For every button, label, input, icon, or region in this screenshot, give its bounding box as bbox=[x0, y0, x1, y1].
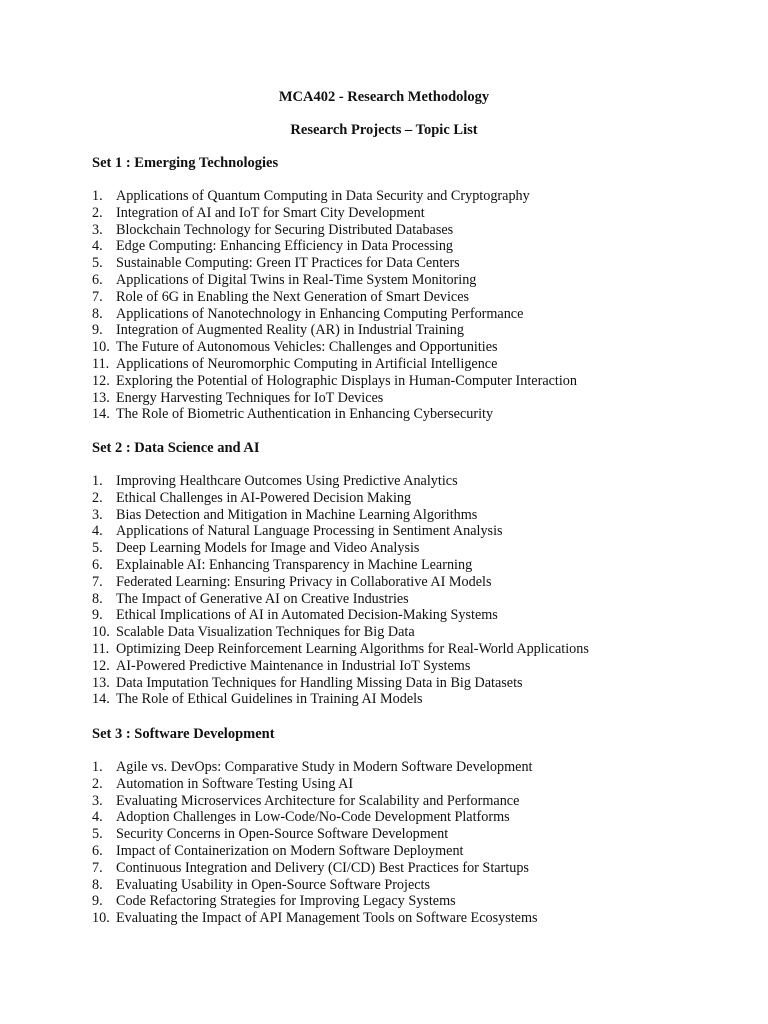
list-item bbox=[92, 255, 732, 272]
list-item-text: The Future of Autonomous Vehicles: Challenges and Opportunities bbox=[116, 339, 498, 356]
list-item bbox=[92, 322, 732, 339]
list-item bbox=[92, 641, 732, 658]
list-item bbox=[92, 658, 732, 675]
course-title: MCA402 - Research Methodology bbox=[278, 89, 490, 105]
list-item bbox=[92, 557, 732, 574]
list-item-text: Scalable Data Visualization Techniques for Big Data bbox=[116, 624, 415, 641]
list-item bbox=[92, 776, 732, 793]
list-item bbox=[92, 860, 732, 877]
list-item bbox=[92, 826, 732, 843]
topic-list bbox=[92, 473, 732, 708]
list-item-text: Role of 6G in Enabling the Next Generation of Smart Devices bbox=[116, 288, 470, 305]
list-item-number: 1. bbox=[92, 473, 103, 489]
list-item bbox=[92, 893, 732, 910]
list-item bbox=[92, 843, 732, 860]
list-item-text: Applications of Natural Language Processing in Sentiment Analysis bbox=[116, 523, 503, 540]
list-item-text: The Impact of Generative AI on Creative Industries bbox=[116, 590, 409, 607]
list-item bbox=[92, 540, 732, 557]
list-item-number: 3. bbox=[92, 792, 103, 809]
list-item bbox=[92, 188, 732, 205]
list-item-text: Impact of Containerization on Modern Software Deployment bbox=[116, 842, 464, 859]
list-item bbox=[92, 793, 732, 810]
list-item-number: 2. bbox=[92, 775, 103, 792]
list-item-text: Applications of Quantum Computing in Data Security and Cryptography bbox=[116, 188, 530, 204]
set-heading: Set 1 : Emerging Technologies bbox=[92, 155, 279, 171]
list-item bbox=[92, 574, 732, 591]
list-item bbox=[92, 691, 732, 708]
list-item-number: 14. bbox=[92, 691, 110, 708]
list-item bbox=[92, 473, 732, 490]
set-heading: Set 3 : Software Development bbox=[92, 726, 275, 742]
list-item-number: 5. bbox=[92, 540, 103, 557]
list-item-text: AI-Powered Predictive Maintenance in Industrial IoT Systems bbox=[116, 657, 471, 674]
list-item-text: Applications of Neuromorphic Computing in Artificial Intelligence bbox=[116, 355, 498, 372]
list-item-number: 7. bbox=[92, 573, 103, 590]
list-item-text: Ethical Challenges in AI-Powered Decision Making bbox=[116, 489, 412, 506]
list-item bbox=[92, 607, 732, 624]
list-item-text: Energy Harvesting Techniques for IoT Devices bbox=[116, 389, 384, 406]
list-item-number: 3. bbox=[92, 506, 103, 523]
list-item bbox=[92, 222, 732, 239]
list-item-text: Federated Learning: Ensuring Privacy in Collaborative AI Models bbox=[116, 573, 492, 590]
list-item-text: Security Concerns in Open-Source Software Development bbox=[116, 826, 449, 843]
list-item-number: 3. bbox=[92, 221, 103, 238]
list-item-text: Continuous Integration and Delivery (CI/CD) Best Practices for Startups bbox=[116, 859, 529, 876]
list-item-number: 14. bbox=[92, 406, 110, 423]
list-item bbox=[92, 289, 732, 306]
list-item bbox=[92, 624, 732, 641]
topic-list bbox=[92, 759, 732, 927]
list-item bbox=[92, 523, 732, 540]
list-item-text: Integration of AI and IoT for Smart City Development bbox=[116, 204, 425, 221]
list-item-text: Edge Computing: Enhancing Efficiency in Data Processing bbox=[116, 238, 454, 255]
list-item-text: Integration of Augmented Reality (AR) in Industrial Training bbox=[116, 322, 464, 339]
list-item bbox=[92, 356, 732, 373]
list-item-number: 8. bbox=[92, 876, 103, 893]
list-item-text: Evaluating Microservices Architecture for Scalability and Performance bbox=[116, 792, 520, 809]
set-section-emerging-technologies bbox=[92, 154, 732, 423]
list-item-number: 9. bbox=[92, 893, 103, 910]
list-item-number: 13. bbox=[92, 674, 110, 691]
list-item-text: Ethical Implications of AI in Automated Decision-Making Systems bbox=[116, 607, 498, 624]
list-item-number: 9. bbox=[92, 607, 103, 624]
list-item-text: Deep Learning Models for Image and Video Analysis bbox=[116, 540, 420, 557]
list-item-number: 6. bbox=[92, 556, 103, 573]
document-subtitle: Research Projects – Topic List bbox=[290, 122, 478, 138]
list-item-text: Blockchain Technology for Securing Distributed Databases bbox=[116, 221, 454, 238]
list-item-number: 11. bbox=[92, 355, 110, 372]
list-item-number: 4. bbox=[92, 238, 103, 255]
list-item bbox=[92, 490, 732, 507]
list-item-text: Automation in Software Testing Using AI bbox=[116, 775, 354, 792]
list-item-number: 1. bbox=[92, 188, 103, 204]
topic-list bbox=[92, 188, 732, 423]
list-item-number: 11. bbox=[92, 640, 110, 657]
set-section-software-development bbox=[92, 725, 732, 927]
list-item-text: Adoption Challenges in Low-Code/No-Code Development Platforms bbox=[116, 809, 510, 826]
list-item-text: Evaluating Usability in Open-Source Software Projects bbox=[116, 876, 431, 893]
list-item-number: 12. bbox=[92, 657, 110, 674]
list-item-text: Evaluating the Impact of API Management Tools on Software Ecosystems bbox=[116, 910, 538, 927]
list-item-text: Code Refactoring Strategies for Improving Legacy Systems bbox=[116, 893, 456, 910]
list-item-text: Improving Healthcare Outcomes Using Predictive Analytics bbox=[116, 473, 458, 489]
list-item-number: 13. bbox=[92, 389, 110, 406]
list-item-text: The Role of Ethical Guidelines in Training AI Models bbox=[116, 691, 423, 708]
list-item-number: 6. bbox=[92, 842, 103, 859]
list-item-text: Applications of Digital Twins in Real-Time System Monitoring bbox=[116, 271, 477, 288]
list-item-text: Applications of Nanotechnology in Enhancing Computing Performance bbox=[116, 305, 524, 322]
list-item-text: Data Imputation Techniques for Handling Missing Data in Big Datasets bbox=[116, 674, 523, 691]
list-item bbox=[92, 675, 732, 692]
list-item-text: The Role of Biometric Authentication in Enhancing Cybersecurity bbox=[116, 406, 494, 423]
list-item bbox=[92, 877, 732, 894]
list-item-number: 6. bbox=[92, 271, 103, 288]
list-item-number: 7. bbox=[92, 288, 103, 305]
set-section-data-science-ai bbox=[92, 439, 732, 708]
list-item bbox=[92, 390, 732, 407]
list-item-text: Sustainable Computing: Green IT Practices for Data Centers bbox=[116, 255, 460, 272]
list-item bbox=[92, 809, 732, 826]
list-item-number: 12. bbox=[92, 372, 110, 389]
list-item-text: Exploring the Potential of Holographic Displays in Human-Computer Interaction bbox=[116, 372, 577, 389]
list-item-number: 10. bbox=[92, 624, 110, 641]
list-item-text: Agile vs. DevOps: Comparative Study in Modern Software Development bbox=[116, 759, 533, 775]
list-item-number: 5. bbox=[92, 255, 103, 272]
list-item bbox=[92, 238, 732, 255]
list-item-text: Bias Detection and Mitigation in Machine Learning Algorithms bbox=[116, 506, 478, 523]
list-item bbox=[92, 507, 732, 524]
list-item-number: 8. bbox=[92, 305, 103, 322]
list-item bbox=[92, 406, 732, 423]
list-item bbox=[92, 205, 732, 222]
list-item-number: 10. bbox=[92, 910, 110, 927]
list-item-number: 9. bbox=[92, 322, 103, 339]
list-item-number: 8. bbox=[92, 590, 103, 607]
list-item-number: 4. bbox=[92, 809, 103, 826]
list-item bbox=[92, 910, 732, 927]
list-item-number: 1. bbox=[92, 759, 103, 775]
list-item-text: Explainable AI: Enhancing Transparency in Machine Learning bbox=[116, 556, 473, 573]
list-item-text: Optimizing Deep Reinforcement Learning Algorithms for Real-World Applications bbox=[116, 640, 589, 657]
list-item-number: 2. bbox=[92, 204, 103, 221]
list-item bbox=[92, 272, 732, 289]
list-item-number: 10. bbox=[92, 339, 110, 356]
list-item bbox=[92, 306, 732, 323]
list-item-number: 5. bbox=[92, 826, 103, 843]
list-item-number: 7. bbox=[92, 859, 103, 876]
list-item bbox=[92, 591, 732, 608]
list-item bbox=[92, 339, 732, 356]
list-item-number: 4. bbox=[92, 523, 103, 540]
list-item bbox=[92, 759, 732, 776]
set-heading: Set 2 : Data Science and AI bbox=[92, 440, 260, 456]
list-item bbox=[92, 373, 732, 390]
list-item-number: 2. bbox=[92, 489, 103, 506]
